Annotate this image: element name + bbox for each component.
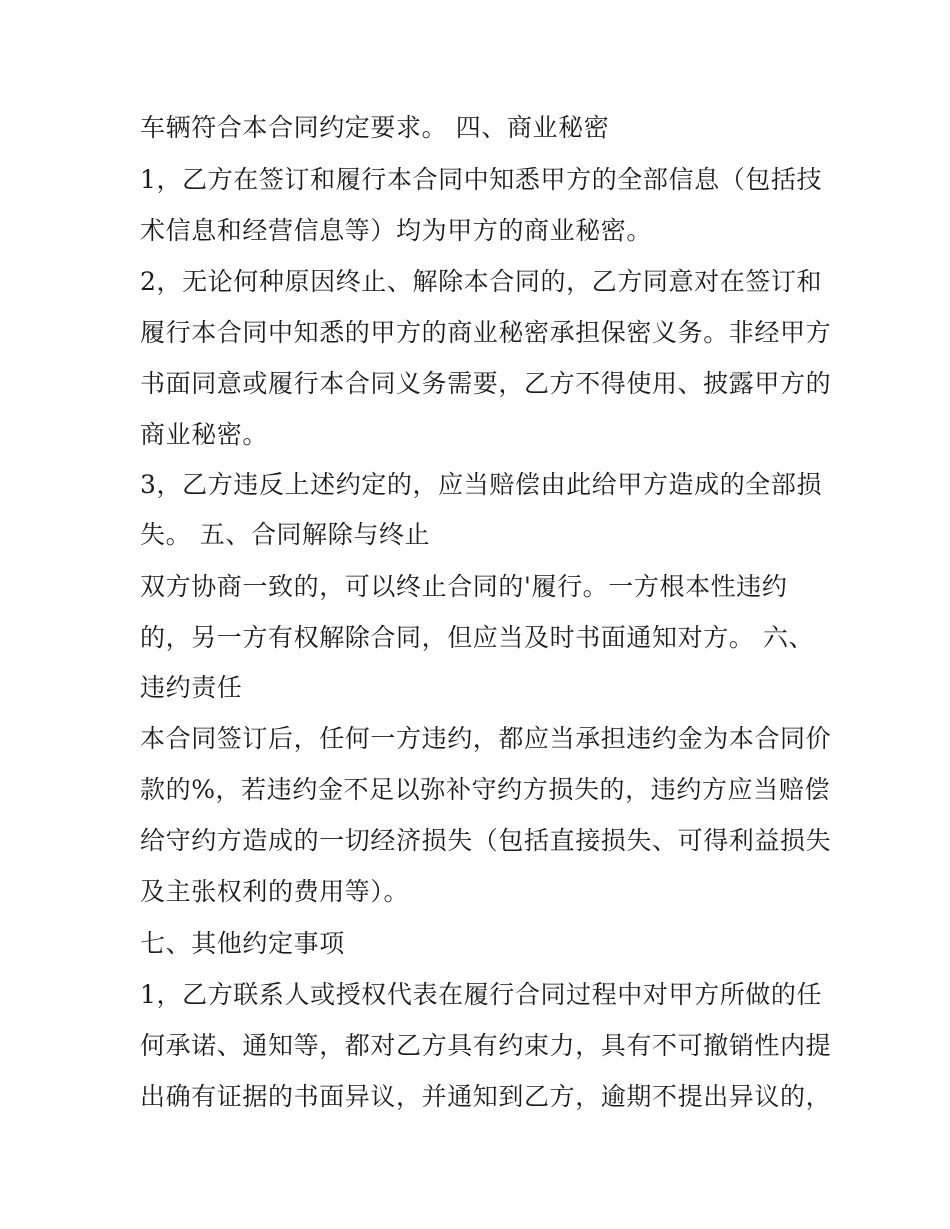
text-line: 七、其他约定事项 bbox=[140, 929, 345, 958]
text-line: 何承诺、通知等，都对乙方具有约束力，具有不可撤销性内提 bbox=[140, 1031, 832, 1060]
text-line: 的，另一方有权解除合同，但应当及时书面通知对方。 六、 bbox=[140, 623, 815, 652]
text-line: 2，无论何种原因终止、解除本合同的，乙方同意对在签订和 bbox=[140, 267, 823, 296]
text-line: 商业秘密。 bbox=[140, 420, 269, 449]
text-line: 出确有证据的书面异议，并通知到乙方，逾期不提出异议的， bbox=[140, 1082, 832, 1111]
text-line: 履行本合同中知悉的甲方的商业秘密承担保密义务。非经甲方 bbox=[140, 318, 832, 347]
text-line: 3，乙方违反上述约定的，应当赔偿由此给甲方造成的全部损 bbox=[140, 470, 823, 499]
text-line: 本合同签订后，任何一方违约，都应当承担违约金为本合同价 bbox=[140, 724, 832, 753]
text-line: 违约责任 bbox=[140, 673, 243, 702]
text-line: 1，乙方联系人或授权代表在履行合同过程中对甲方所做的任 bbox=[140, 980, 823, 1009]
text-line: 及主张权利的费用等）。 bbox=[140, 877, 410, 906]
text-line: 书面同意或履行本合同义务需要，乙方不得使用、披露甲方的 bbox=[140, 369, 832, 398]
text-line: 给守约方造成的一切经济损失（包括直接损失、可得利益损失 bbox=[140, 826, 832, 855]
text-line: 术信息和经营信息等）均为甲方的商业秘密。 bbox=[140, 216, 653, 245]
text-line: 车辆符合本合同约定要求。 四、商业秘密 bbox=[140, 113, 610, 142]
text-line: 双方协商一致的，可以终止合同的'履行。一方根本性违约 bbox=[140, 572, 788, 601]
text-line: 款的%，若违约金不足以弥补守约方损失的，违约方应当赔偿 bbox=[140, 775, 830, 804]
text-line: 失。 五、合同解除与终止 bbox=[140, 520, 431, 549]
text-line: 1，乙方在签订和履行本合同中知悉甲方的全部信息（包括技 bbox=[140, 165, 823, 194]
